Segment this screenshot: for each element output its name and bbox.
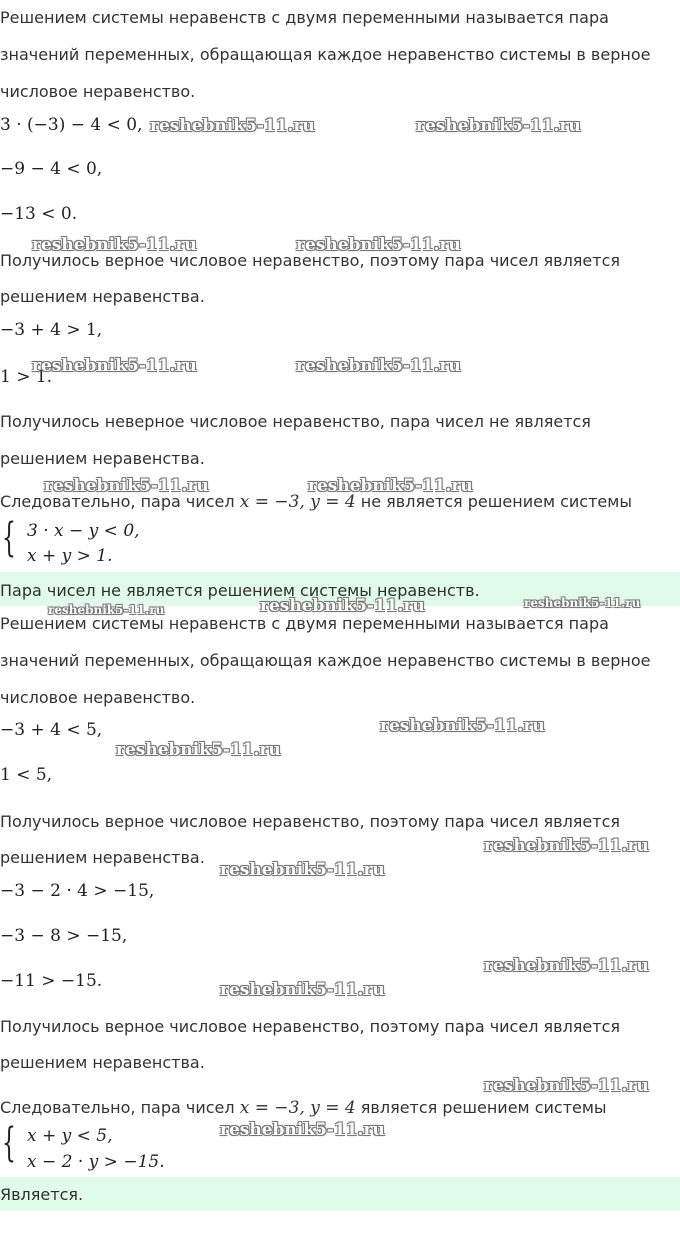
watermark: reshebnik5-11.ru: [308, 476, 473, 496]
result2-line-1: Получилось верное числовое неравенство, поэтому пара чисел является: [0, 1017, 620, 1036]
result1-line-1: Получилось верное числовое неравенство, поэтому пара чисел является: [0, 812, 620, 831]
check1-step-1: −3 + 4 < 5,: [0, 720, 103, 740]
conclusion-prefix: Следовательно, пара чисел: [0, 1098, 235, 1117]
watermark: reshebnik5-11.ru: [44, 476, 209, 496]
watermark: reshebnik5-11.ru: [524, 596, 641, 610]
result1-line-1: Получилось верное числовое неравенство, поэтому пара чисел является: [0, 251, 620, 270]
check2-step-1: −3 + 4 > 1,: [0, 320, 103, 340]
watermark: reshebnik5-11.ru: [416, 116, 581, 136]
definition-line-1: Решением системы неравенств с двумя переменными называется пара: [0, 614, 609, 633]
conclusion-math: x = −3, y = 4: [239, 1098, 356, 1118]
check2-step-2: −3 − 8 > −15,: [0, 926, 128, 946]
result2-line-2: решением неравенства.: [0, 449, 205, 468]
answer-text: Пара чисел не является решением системы неравенств.: [0, 581, 480, 600]
watermark: reshebnik5-11.ru: [220, 860, 385, 880]
answer-text: Является.: [0, 1185, 84, 1204]
watermark: reshebnik5-11.ru: [484, 956, 649, 976]
check2-step-1: −3 − 2 · 4 > −15,: [0, 881, 155, 901]
watermark: reshebnik5-11.ru: [380, 716, 545, 736]
watermark: reshebnik5-11.ru: [32, 356, 197, 376]
conclusion-math: x = −3, y = 4: [239, 492, 356, 512]
check1-step-2: 1 < 5,: [0, 765, 53, 785]
definition-line-1: Решением системы неравенств с двумя переменными называется пара: [0, 8, 609, 27]
definition-line-3: числовое неравенство.: [0, 688, 196, 707]
check2-step-3: −11 > −15.: [0, 971, 103, 991]
watermark: reshebnik5-11.ru: [296, 235, 461, 255]
system-line-1: x + y < 5,: [27, 1126, 113, 1146]
watermark: reshebnik5-11.ru: [32, 235, 197, 255]
answer-box: [0, 1177, 680, 1211]
definition-line-2: значений переменных, обращающая каждое неравенство системы в верное: [0, 651, 651, 670]
system-brace-icon: {: [2, 1120, 16, 1166]
watermark: reshebnik5-11.ru: [296, 356, 461, 376]
result2-line-1: Получилось неверное числовое неравенство, пара чисел не является: [0, 412, 591, 431]
check1-step-3: −13 < 0.: [0, 204, 78, 224]
watermark: reshebnik5-11.ru: [116, 740, 281, 760]
definition-line-3: числовое неравенство.: [0, 82, 196, 101]
watermark: reshebnik5-11.ru: [150, 116, 315, 136]
result1-line-2: решением неравенства.: [0, 287, 205, 306]
check2-step-2: 1 > 1.: [0, 367, 53, 387]
definition-line-2: значений переменных, обращающая каждое неравенство системы в верное: [0, 45, 651, 64]
system-brace-icon: {: [2, 515, 16, 561]
check1-step-2: −9 − 4 < 0,: [0, 159, 103, 179]
conclusion-suffix: не является решением системы: [360, 492, 632, 511]
conclusion-prefix: Следовательно, пара чисел: [0, 492, 235, 511]
result1-line-2: решением неравенства.: [0, 848, 205, 867]
result2-line-2: решением неравенства.: [0, 1053, 205, 1072]
watermark: reshebnik5-11.ru: [220, 1120, 385, 1140]
system-line-2: x + y > 1.: [27, 546, 113, 566]
watermark: reshebnik5-11.ru: [260, 596, 425, 616]
watermark: reshebnik5-11.ru: [484, 1076, 649, 1096]
conclusion-suffix: является решением системы: [360, 1098, 607, 1117]
check1-step-1: 3 · (−3) − 4 < 0,: [0, 115, 143, 135]
watermark: reshebnik5-11.ru: [48, 603, 165, 617]
system-line-1: 3 · x − y < 0,: [27, 521, 140, 541]
watermark: reshebnik5-11.ru: [484, 836, 649, 856]
system-line-2: x − 2 · y > −15.: [27, 1152, 165, 1172]
watermark: reshebnik5-11.ru: [220, 980, 385, 1000]
conclusion: [0, 1098, 607, 1118]
